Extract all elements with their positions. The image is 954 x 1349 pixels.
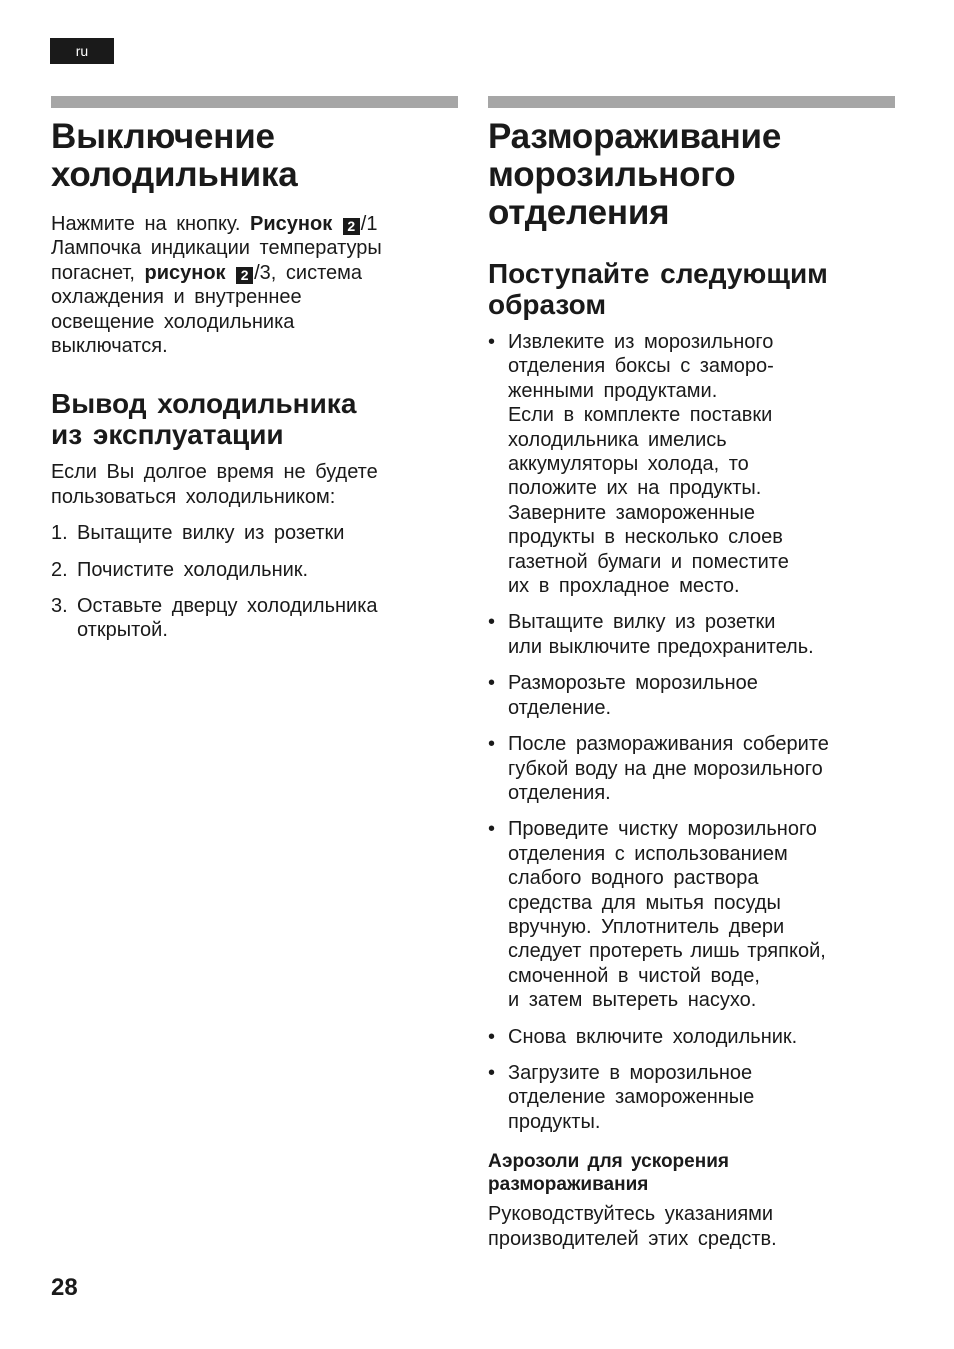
text-line: Почистите холодильник. bbox=[77, 558, 309, 581]
bullet-text bbox=[508, 671, 758, 720]
text-line: продукты в несколько слоев bbox=[508, 526, 783, 549]
step-text bbox=[77, 594, 378, 643]
section-title-defrost bbox=[488, 118, 895, 232]
text-run: Нажмите на кнопку. bbox=[51, 213, 251, 235]
text-run: охлаждения и внутреннее bbox=[51, 286, 302, 309]
step-text bbox=[77, 558, 308, 582]
text-line: Разморозьте морозильное bbox=[508, 672, 758, 695]
title-line: Размораживание bbox=[488, 117, 782, 156]
text-line: Вытащите вилку из розетки bbox=[508, 611, 776, 634]
list-item bbox=[488, 732, 895, 805]
subtitle-line: Вывод холодильника bbox=[51, 388, 357, 420]
subtitle-line: Поступайте следующим bbox=[488, 258, 828, 289]
text-line: Заверните замороженные bbox=[508, 501, 755, 524]
list-item bbox=[51, 558, 458, 582]
text-line: производителей этих средств. bbox=[488, 1227, 777, 1250]
text-line: Снова включите холодильник. bbox=[508, 1025, 798, 1048]
note-title-aerosols bbox=[488, 1150, 895, 1196]
subsection-title-decommission bbox=[51, 388, 458, 450]
figure-ref-label: Рисунок bbox=[250, 213, 342, 235]
page-number: 28 bbox=[51, 1274, 78, 1301]
note-title-line: Аэрозоли для ускорения bbox=[488, 1151, 729, 1173]
list-item bbox=[51, 521, 458, 545]
text-line: и затем вытереть насухо. bbox=[508, 989, 757, 1012]
text-line: аккумуляторы холода, то bbox=[508, 453, 749, 476]
text-line: Проведите чистку морозильного bbox=[508, 818, 817, 841]
text-line: средства для мытья посуды bbox=[508, 891, 781, 914]
step-text bbox=[77, 521, 344, 545]
defrost-steps bbox=[488, 330, 895, 1134]
text-line: их в прохладное место. bbox=[508, 575, 740, 598]
text-line: губкой воду на дне морозильного bbox=[508, 757, 823, 780]
text-line: пользоваться холодильником: bbox=[51, 485, 336, 508]
list-item bbox=[488, 671, 895, 720]
text-line: следует протереть лишь тряпкой, bbox=[508, 940, 826, 963]
note-title-line: размораживания bbox=[488, 1174, 649, 1196]
list-item bbox=[488, 610, 895, 659]
list-item bbox=[488, 817, 895, 1012]
section-rule bbox=[51, 96, 458, 108]
text-line: продукты. bbox=[508, 1110, 601, 1133]
section-title-switch-off bbox=[51, 118, 458, 194]
title-line: отделения bbox=[488, 193, 670, 232]
text-line: положите их на продукты. bbox=[508, 477, 762, 500]
text-run: освещение холодильника bbox=[51, 310, 295, 333]
decommission-paragraph bbox=[51, 460, 458, 509]
text-line: Загрузите в морозильное bbox=[508, 1061, 753, 1084]
figure-number-badge: 2 bbox=[343, 218, 360, 235]
text-run: /1 bbox=[360, 213, 378, 235]
title-line: Выключение bbox=[51, 117, 275, 156]
text-line: или выключите предохранитель. bbox=[508, 635, 814, 658]
text-line: Если Вы долгое время не будете bbox=[51, 461, 378, 484]
text-line: отделение. bbox=[508, 696, 611, 719]
text-line: отделение замороженные bbox=[508, 1086, 755, 1109]
text-line: смоченной в чистой воде, bbox=[508, 964, 760, 987]
figure-number-badge: 2 bbox=[236, 267, 253, 284]
bullet-text bbox=[508, 817, 826, 1012]
figure-ref-label: рисунок bbox=[144, 261, 236, 284]
bullet: • bbox=[488, 1025, 496, 1048]
left-column bbox=[51, 96, 458, 655]
bullet-text bbox=[508, 732, 829, 805]
text-line: вручную. Уплотнитель двери bbox=[508, 915, 785, 938]
bullet: • bbox=[488, 1061, 496, 1084]
bullet-text bbox=[508, 1025, 797, 1049]
list-item bbox=[488, 330, 895, 598]
step-number: 3. bbox=[51, 595, 68, 618]
text-line: холодильника имелись bbox=[508, 428, 727, 451]
list-item bbox=[488, 1061, 895, 1134]
section-rule bbox=[488, 96, 895, 108]
title-line: холодильника bbox=[51, 155, 298, 194]
subtitle-line: из эксплуатации bbox=[51, 419, 284, 451]
bullet-text bbox=[508, 610, 814, 659]
text-line: Оставьте дверцу холодильника bbox=[77, 595, 378, 618]
note-paragraph bbox=[488, 1202, 895, 1251]
text-run: погаснет, bbox=[51, 261, 145, 284]
bullet: • bbox=[488, 733, 496, 756]
text-line: открытой. bbox=[77, 619, 168, 642]
decommission-steps bbox=[51, 521, 458, 643]
step-number: 1. bbox=[51, 522, 68, 545]
bullet: • bbox=[488, 672, 496, 695]
switch-off-paragraph bbox=[51, 212, 458, 358]
bullet-text bbox=[508, 1061, 754, 1134]
text-run: Лампочка индикации температуры bbox=[51, 237, 382, 260]
text-line: Извлеките из морозильного bbox=[508, 331, 774, 353]
text-line: газетной бумаги и поместите bbox=[508, 550, 789, 573]
step-number: 2. bbox=[51, 558, 68, 581]
bullet: • bbox=[488, 818, 496, 841]
subtitle-line: образом bbox=[488, 289, 607, 320]
text-run: выключатся. bbox=[51, 335, 168, 358]
bullet-text bbox=[508, 330, 789, 598]
right-column bbox=[488, 96, 895, 1251]
list-item bbox=[51, 594, 458, 643]
bullet: • bbox=[488, 611, 496, 634]
subsection-title-procedure bbox=[488, 258, 895, 320]
text-line: отделения. bbox=[508, 781, 611, 804]
title-line: морозильного bbox=[488, 155, 736, 194]
text-line: Вытащите вилку из розетки bbox=[77, 522, 345, 545]
text-line: После размораживания соберите bbox=[508, 733, 829, 756]
text-line: Если в комплекте поставки bbox=[508, 404, 773, 427]
text-line: Руководствуйтесь указаниями bbox=[488, 1203, 774, 1226]
text-line: отделения боксы с заморо- bbox=[508, 355, 774, 378]
list-item bbox=[488, 1025, 895, 1049]
text-run: /3, система bbox=[254, 261, 363, 284]
text-line: слабого водного раствора bbox=[508, 867, 759, 890]
bullet: • bbox=[488, 331, 496, 353]
text-line: отделения с использованием bbox=[508, 842, 788, 865]
language-badge: ru bbox=[50, 38, 114, 64]
text-line: женными продуктами. bbox=[508, 379, 718, 402]
